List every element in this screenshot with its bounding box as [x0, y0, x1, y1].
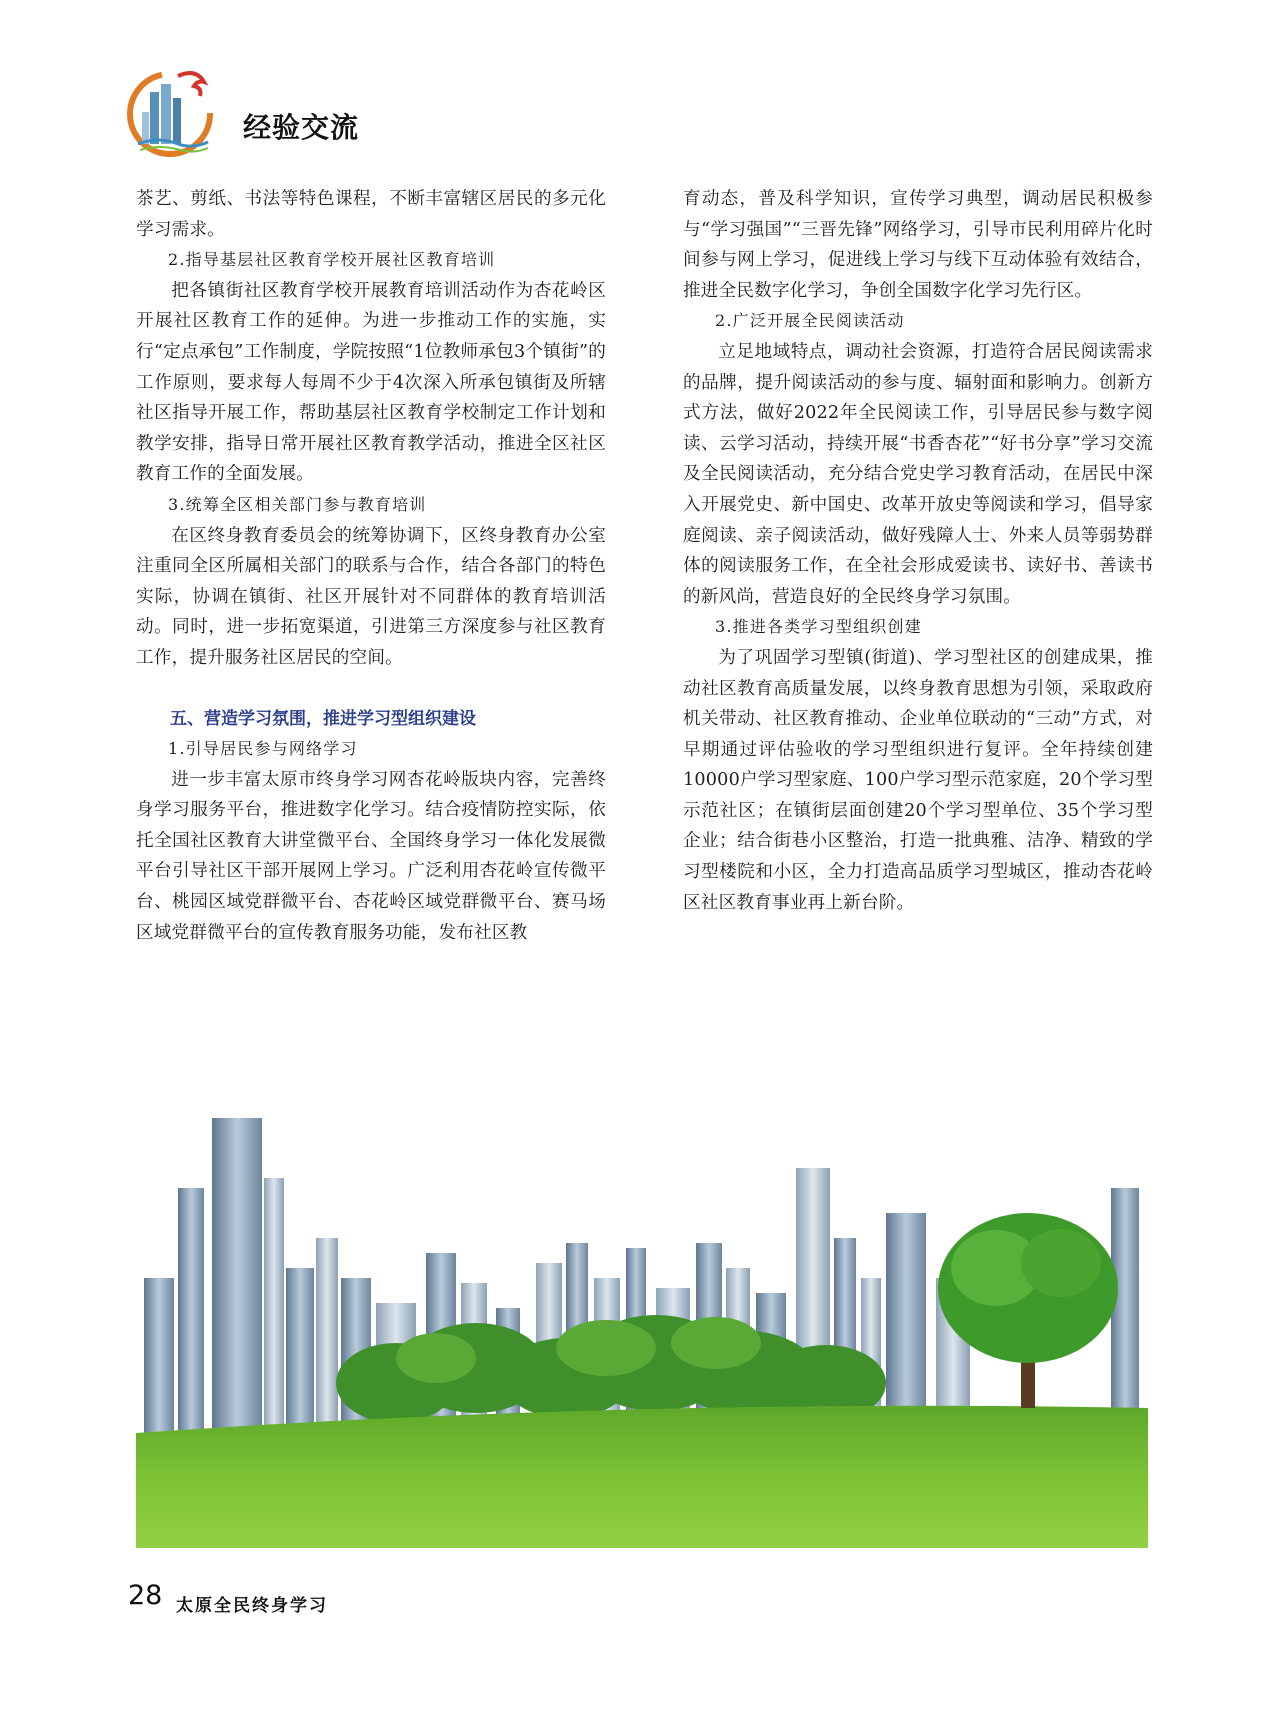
right-column — [683, 184, 1153, 918]
subheading: 2.广泛开展全民阅读活动 — [715, 311, 905, 331]
subheading: 1.引导居民参与网络学习 — [168, 739, 358, 759]
paragraph: 把各镇街社区教育学校开展教育培训活动作为杏花岭区开展社区教育工作的延伸。为进一步推动工作的实施，实行“定点承包”工作制度，学院按照“1位教师承包3个镇街”的工作原则，要求每人每周不少于4次深入所承包镇街及所辖社区指导开展工作，帮助基层社区教育学校制定工作计划和教学安排，指导日常开展社区教育教学活动，推进全区社区教育工作的全面发展。 — [136, 280, 606, 485]
city-skyline-park-illustration — [136, 1038, 1148, 1548]
section-heading: 五、营造学习氛围，推进学习型组织建设 — [170, 708, 476, 729]
paragraph-continued: 育动态，普及科学知识，宣传学习典型，调动居民积极参与“学习强国”“三晋先锋”网络学习，引导市民利用碎片化时间参与网上学习，促进线上学习与线下互动体验有效结合，推进全民数字化学习，争创全国数字化学习先行区。 — [683, 189, 1153, 301]
subheading: 2.指导基层社区教育学校开展社区教育培训 — [168, 250, 496, 270]
section-title: 经验交流 — [243, 111, 360, 144]
subheading: 3.统筹全区相关部门参与教育培训 — [168, 494, 427, 514]
paragraph: 进一步丰富太原市终身学习网杏花岭版块内容，完善终身学习服务平台，推进数字化学习。结合疫情防控实际，依托全国社区教育大讲堂微平台、全国终身学习一体化发展微平台引导社区干部开展网上学习。广泛利用杏花岭宣传微平台、桃园区域党群微平台、杏花岭区域党群微平台、赛马场区域党群微平台的宣传教育服务功能，发布社区教 — [136, 769, 606, 943]
page-number: 28 — [128, 1580, 163, 1611]
subheading: 3.推进各类学习型组织创建 — [715, 617, 922, 637]
paragraph: 为了巩固学习型镇(街道)、学习型社区的创建成果，推动社区教育高质量发展，以终身教育思想为引领，采取政府机关带动、社区教育推动、企业单位联动的“三动”方式，对早期通过评估验收的学习型组织进行复评。全年持续创建10000户学习型家庭、100户学习型示范家庭，20个学习型示范社区；在镇街层面创建20个学习型单位、35个学习型企业；结合街巷小区整治，打造一批典雅、洁净、精致的学习型楼院和小区，全力打造高品质学习型城区，推动杏花岭区社区教育事业再上新台阶。 — [683, 647, 1153, 913]
paragraph: 立足地域特点，调动社会资源，打造符合居民阅读需求的品牌，提升阅读活动的参与度、辐射面和影响力。创新方式方法，做好2022年全民阅读工作，引导居民参与数字阅读、云学习活动，持续开展“书香杏花”“好书分享”学习交流及全民阅读活动，充分结合党史学习教育活动，在居民中深入开展党史、新中国史、改革开放史等阅读和学习，倡导家庭阅读、亲子阅读活动，做好残障人士、外来人员等弱势群体的阅读服务工作，在全社会形成爱读书、读好书、善读书的新风尚，营造良好的全民终身学习氛围。 — [683, 341, 1153, 607]
city-skyline-logo-icon — [118, 62, 228, 162]
paragraph: 在区终身教育委员会的统筹协调下，区终身教育办公室注重同全区所属相关部门的联系与合作，结合各部门的特色实际，协调在镇街、社区开展针对不同群体的教育培训活动。同时，进一步拓宽渠道，引进第三方深度参与社区教育工作，提升服务社区居民的空间。 — [136, 525, 606, 668]
grass-field — [136, 1406, 1148, 1548]
publication-name: 太原全民终身学习 — [176, 1596, 328, 1616]
paragraph-continued: 茶艺、剪纸、书法等特色课程，不断丰富辖区居民的多元化学习需求。 — [136, 189, 606, 240]
page-header — [118, 62, 518, 162]
left-column — [136, 184, 606, 948]
